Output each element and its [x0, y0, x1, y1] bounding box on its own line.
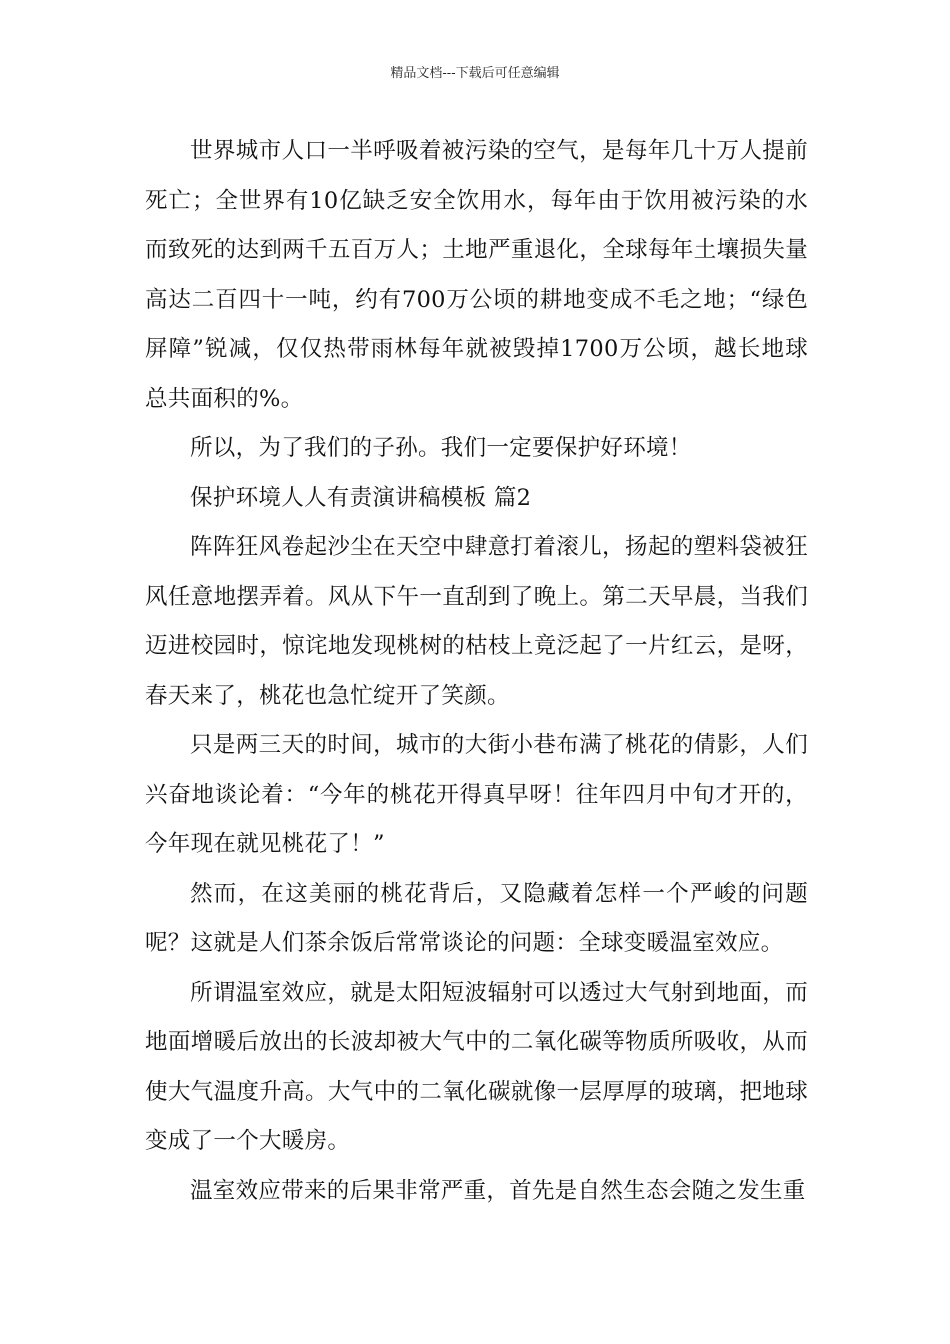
paragraph-protect-environment: 所以，为了我们的子孙。我们一定要保护好环境！	[190, 435, 692, 461]
document-body	[145, 127, 808, 1216]
section-title: 保护环境人人有责演讲稿模板 篇2	[190, 484, 532, 511]
paragraph-greenhouse-definition: 所谓温室效应，就是太阳短波辐射可以透过大气射到地面，而地面增暖后放出的长波却被大气中的二氧化碳等物质所吸收，从而使大气温度升高。大气中的二氧化碳就像一层厚厚的玻璃，把地球变成了一个大暖房。	[145, 979, 808, 1154]
paragraph-pollution-stats: 世界城市人口一半呼吸着被污染的空气，是每年几十万人提前死亡；全世界有10亿缺乏安全饮用水，每年由于饮用被污染的水而致死的达到两千五百万人；土地严重退化，全球每年土壤损失量高达二百四十一吨，约有700万公顷的耕地变成不毛之地；“绿色屏障”锐减，仅仅热带雨林每年就被毁掉1700万公顷，越长地球总共面积的%。	[145, 138, 808, 412]
paragraph-greenhouse-consequences: 温室效应带来的后果非常严重，首先是自然生态会随之发生重	[190, 1177, 806, 1204]
paragraph-peach-blossoms: 只是两三天的时间，城市的大街小巷布满了桃花的倩影，人们兴奋地谈论着：“今年的桃花开得真早呀！往年四月中旬才开的，今年现在就见桃花了！”	[145, 732, 808, 857]
paragraph-problem-question: 然而，在这美丽的桃花背后，又隐藏着怎样一个严峻的问题呢？这就是人们茶余饭后常常谈论的问题：全球变暖温室效应。	[145, 880, 808, 956]
paragraph-wind-peach: 阵阵狂风卷起沙尘在天空中肆意打着滚儿，扬起的塑料袋被狂风任意地摆弄着。风从下午一直刮到了晚上。第二天早晨，当我们迈进校园时，惊诧地发现桃树的枯枝上竟泛起了一片红云，是呀，春天来了，桃花也急忙绽开了笑颜。	[145, 534, 808, 709]
page-header: 精品文档---下载后可任意编辑	[390, 66, 560, 81]
